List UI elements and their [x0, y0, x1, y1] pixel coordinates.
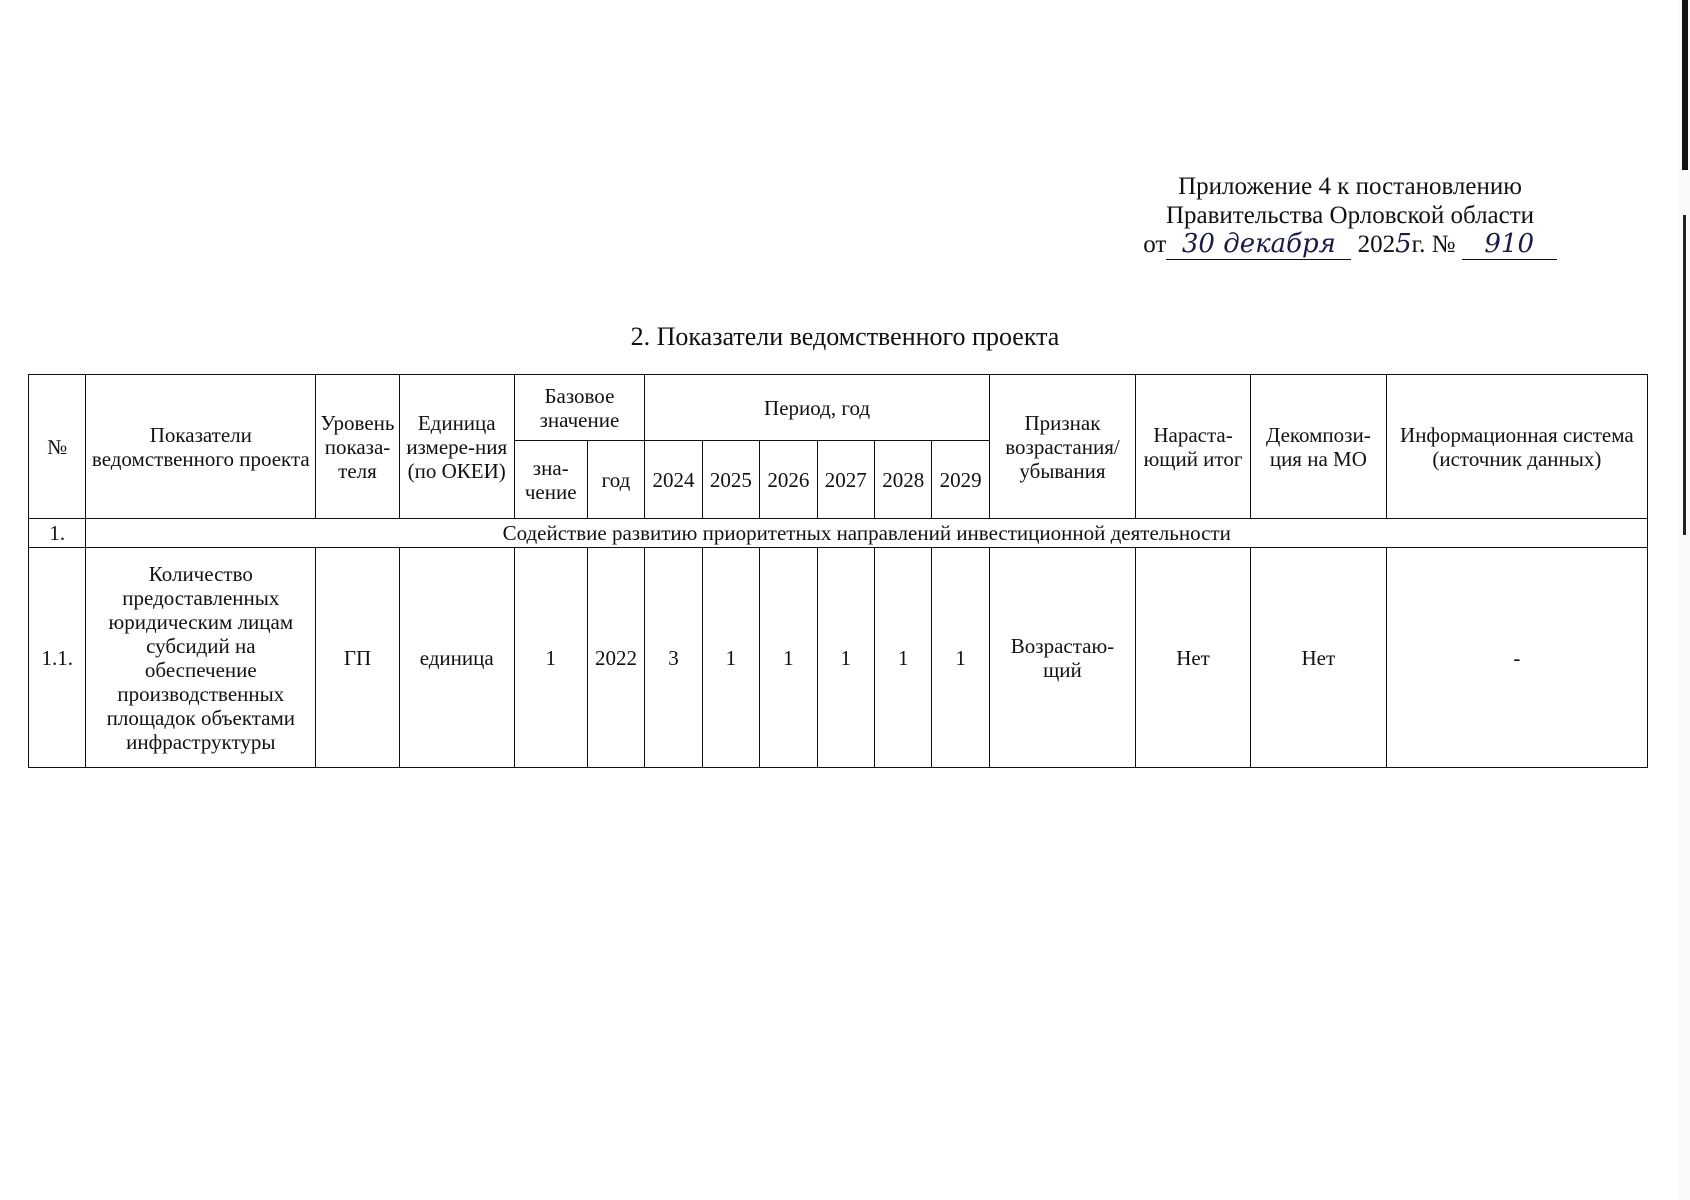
- appendix-line-3: [1140, 230, 1560, 260]
- row-year-value: 1: [874, 548, 931, 768]
- row-info-system: -: [1386, 548, 1647, 768]
- header-year: 2025: [702, 441, 759, 519]
- row-decomposition: Нет: [1250, 548, 1386, 768]
- row-cumulative: Нет: [1136, 548, 1251, 768]
- header-row-1: [29, 375, 1648, 441]
- table-row: [29, 548, 1648, 768]
- row-base-value: 1: [514, 548, 587, 768]
- header-indicators: Показатели ведомственного проекта: [86, 375, 316, 519]
- appendix-from-label: от: [1143, 231, 1167, 258]
- header-cumulative: Нараста-ющий итог: [1136, 375, 1251, 519]
- document-title: 2. Показатели ведомственного проекта: [630, 322, 1060, 351]
- header-num: №: [29, 375, 86, 519]
- scan-artifact-bar: [1682, 0, 1688, 170]
- header-info-system: Информационная система (источник данных): [1386, 375, 1647, 519]
- header-base: Базовое значение: [514, 375, 645, 441]
- appendix-block: [1140, 172, 1560, 260]
- header-period: Период, год: [645, 375, 990, 441]
- header-unit: Единица измере-ния (по ОКЕИ): [399, 375, 514, 519]
- appendix-line-2: Правительства Орловской области: [1165, 202, 1535, 229]
- header-year: 2026: [760, 441, 817, 519]
- section-title: Содействие развитию приоритетных направлений инвестиционной деятельности: [86, 519, 1648, 548]
- header-base-year: год: [587, 441, 644, 519]
- section-row: [29, 519, 1648, 548]
- header-year: 2028: [874, 441, 931, 519]
- header-decomposition: Декомпози-ция на МО: [1250, 375, 1386, 519]
- handwritten-date: 30 декабря: [1166, 230, 1351, 260]
- row-year-value: 1: [760, 548, 817, 768]
- row-base-year: 2022: [587, 548, 644, 768]
- row-num: 1.1.: [29, 548, 86, 768]
- appendix-line-1: Приложение 4 к постановлению: [1178, 173, 1522, 200]
- indicators-table: [28, 374, 1648, 768]
- scan-artifact-bar: [1683, 215, 1686, 535]
- row-level: ГП: [316, 548, 400, 768]
- header-year: 2024: [645, 441, 702, 519]
- header-base-value: зна-чение: [514, 441, 587, 519]
- row-year-value: 1: [817, 548, 874, 768]
- header-year: 2027: [817, 441, 874, 519]
- handwritten-year-digit: 5: [1395, 229, 1412, 259]
- appendix-year-prefix: 202: [1357, 231, 1396, 258]
- header-level: Уровень показа-теля: [316, 375, 400, 519]
- section-num: 1.: [29, 519, 86, 548]
- row-trend: Возрастаю-щий: [989, 548, 1135, 768]
- scan-edge: [1678, 0, 1690, 1200]
- header-trend: Признак возрастания/ убывания: [989, 375, 1135, 519]
- row-unit: единица: [399, 548, 514, 768]
- row-indicator: Количество предоставленных юридическим лицам субсидий на обеспечение производственных площадок объектами инфраструктуры: [86, 548, 316, 768]
- row-year-value: 3: [645, 548, 702, 768]
- row-year-value: 1: [932, 548, 989, 768]
- appendix-year-suffix: г. №: [1411, 231, 1456, 258]
- handwritten-number: 910: [1462, 230, 1557, 260]
- header-year: 2029: [932, 441, 989, 519]
- row-year-value: 1: [702, 548, 759, 768]
